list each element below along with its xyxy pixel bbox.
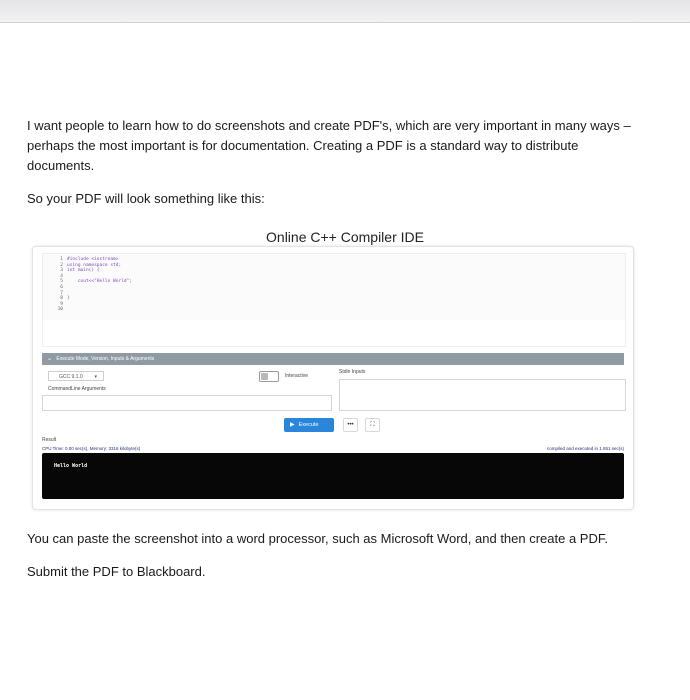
example-intro-paragraph: So your PDF will look something like this: [27, 191, 265, 206]
editor-footer [42, 320, 626, 347]
stdin-label: Stdin Inputs [339, 369, 366, 375]
submit-instructions-paragraph: Submit the PDF to Blackboard. [27, 564, 206, 579]
execute-options-bar[interactable] [42, 353, 624, 365]
more-options-button[interactable]: ••• [343, 418, 358, 432]
compiler-version-select[interactable] [48, 371, 104, 381]
execution-stats: CPU Time: 0.00 sec(s), Memory: 3316 kilobyte(s) [42, 446, 141, 451]
output-console [42, 453, 624, 499]
compiler-version-value: GCC 9.1.0 [59, 374, 83, 380]
stdin-inputs-field[interactable] [339, 379, 626, 411]
interactive-label: Interactive [285, 373, 309, 379]
ide-screenshot [32, 246, 634, 510]
window-top-bar [0, 0, 690, 23]
compiled-status: compiled and executed in 1.651 sec(s) [546, 446, 624, 451]
play-icon: ▶ [290, 422, 295, 428]
expand-button[interactable]: ⛶ [365, 418, 380, 432]
line-numbers: 1 2 3 4 5 6 7 8 9 10 [57, 257, 63, 313]
commandline-label: CommandLine Arguments [48, 386, 106, 392]
paste-instructions-paragraph: You can paste the screenshot into a word processor, such as Microsoft Word, and then create a PDF. [27, 531, 608, 546]
result-label: Result [42, 437, 57, 443]
execute-options-label: Execute Mode, Version, Inputs & Arguments [56, 356, 155, 362]
ide-title: Online C++ Compiler IDE [266, 229, 424, 245]
intro-paragraph: I want people to learn how to do screenshots and create PDF's, which are very important in many ways – perhaps the most important is for documentation. Creating a PDF is a standard way to distribute documents. [27, 118, 631, 173]
interactive-toggle[interactable] [259, 371, 279, 382]
console-output: Hello World [54, 463, 88, 469]
source-code[interactable]: #include <iostream> using namespace std; int main() { cout<<"Hello World"; } [67, 257, 133, 302]
caret-down-icon: ▾ [94, 374, 97, 380]
execute-button[interactable] [284, 418, 334, 432]
chevron-down-icon: ⌄ [47, 356, 53, 362]
commandline-arguments-input[interactable] [42, 395, 332, 411]
code-editor[interactable] [42, 253, 626, 322]
execute-label: Execute [298, 422, 319, 428]
